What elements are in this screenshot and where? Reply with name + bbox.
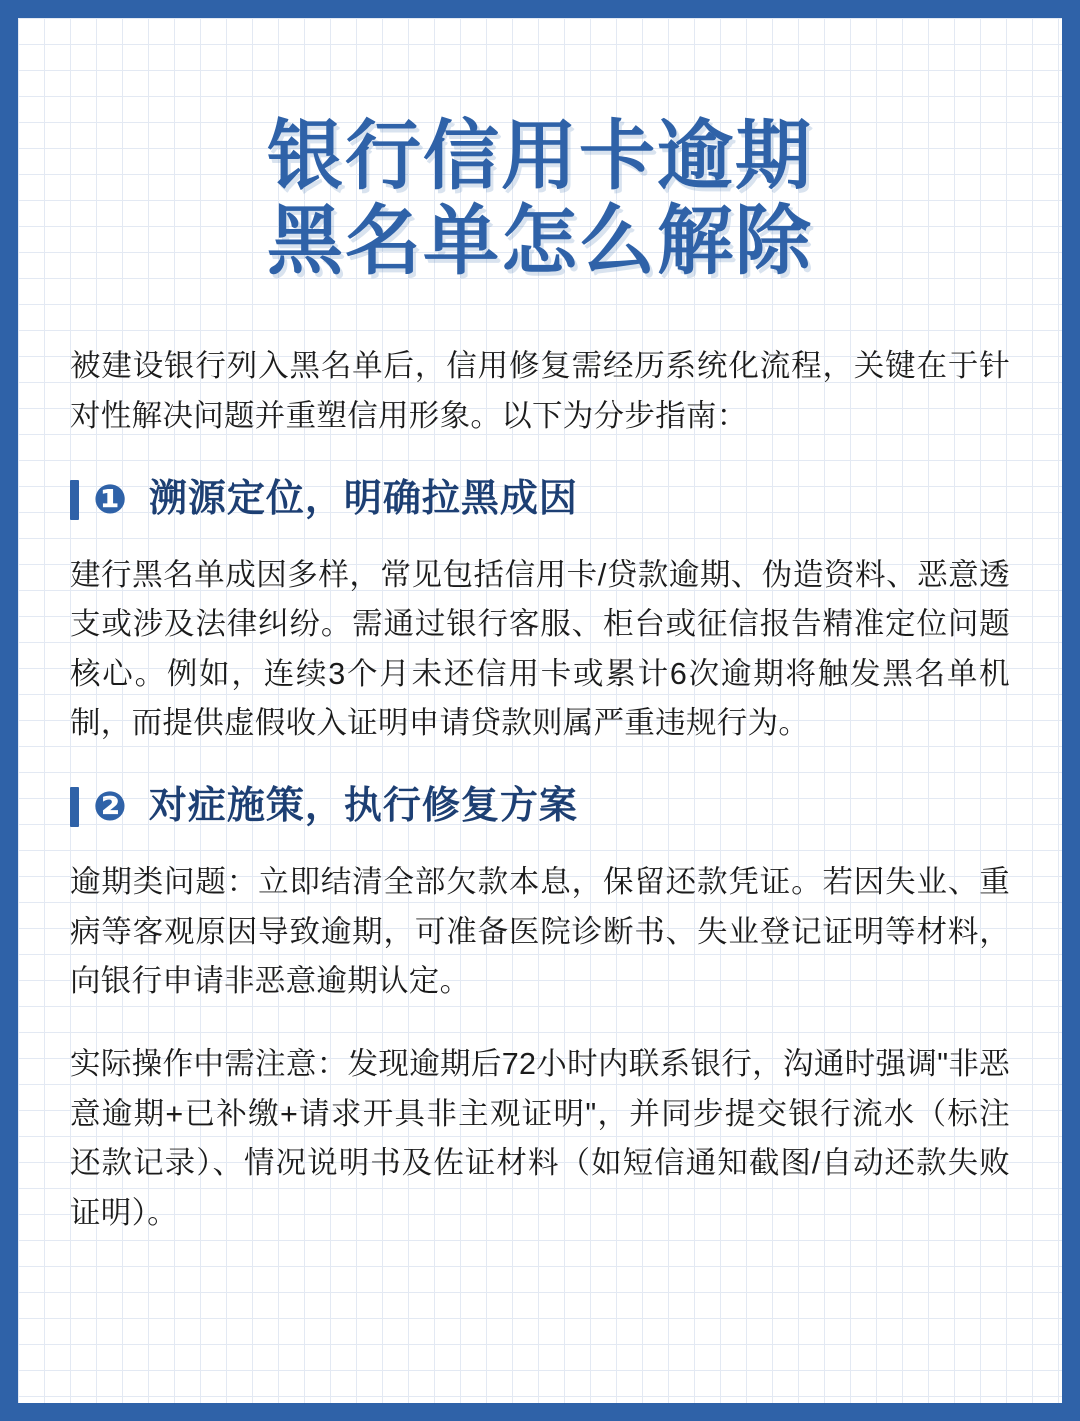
accent-bar-icon xyxy=(70,480,79,520)
page-title-line-2: 黑名单怎么解除 xyxy=(267,199,813,285)
section-number-1: ❶ xyxy=(93,477,127,522)
article-card xyxy=(18,18,1062,1403)
intro-paragraph: 被建设银行列入黑名单后，信用修复需经历系统化流程，关键在于针对性解决问题并重塑信用形象。以下为分步指南： xyxy=(70,349,1010,433)
accent-bar-icon xyxy=(70,787,79,827)
section-number-2: ❷ xyxy=(93,785,127,830)
section-2-paragraph-2: 实际操作中需注意：发现逾期后72小时内联系银行，沟通时强调"非恶意逾期+已补缴+请求开具非主观证明"，并同步提交银行流水（标注还款记录）、情况说明书及佐证材料（如短信通知截图/自动还款失败证明）。 xyxy=(70,1047,1010,1230)
section-2-paragraph-1: 逾期类问题：立即结清全部欠款本息，保留还款凭证。若因失业、重病等客观原因导致逾期，可准备医院诊断书、失业登记证明等材料，向银行申请非恶意逾期认定。 xyxy=(70,865,1010,999)
section-title-2: 对症施策，执行修复方案 xyxy=(148,785,578,828)
article-content xyxy=(18,18,1062,1238)
section-title-1: 溯源定位，明确拉黑成因 xyxy=(148,478,578,521)
section-heading-1 xyxy=(70,479,1010,521)
section-1-paragraph-1: 建行黑名单成因多样，常见包括信用卡/贷款逾期、伪造资料、恶意透支或涉及法律纠纷。需通过银行客服、柜台或征信报告精准定位问题核心。例如，连续3个月未还信用卡或累计6次逾期将触发黑名单机制，而提供虚假收入证明申请贷款则属严重违规行为。 xyxy=(70,557,1010,741)
section-heading-2 xyxy=(70,786,1010,828)
page-title-line-1: 银行信用卡逾期 xyxy=(267,114,813,199)
page-title xyxy=(70,114,1010,284)
